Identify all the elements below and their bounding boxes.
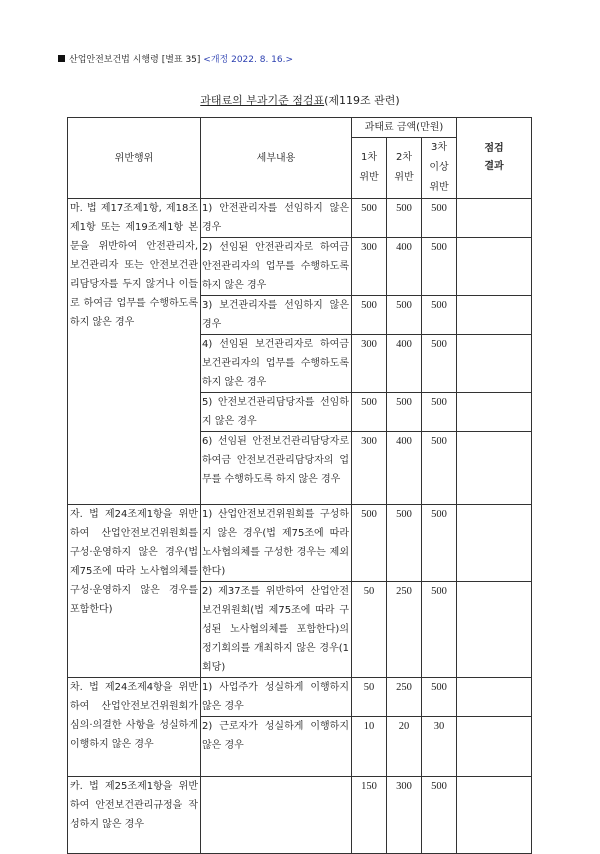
table-row bbox=[68, 199, 532, 238]
check-result-cell[interactable] bbox=[457, 582, 532, 678]
detail-cell: 2) 근로자가 성실하게 이행하지 않은 경우 bbox=[201, 717, 352, 777]
fine-second: 250 bbox=[387, 678, 422, 717]
fine-third: 500 bbox=[422, 432, 457, 505]
document-header bbox=[58, 52, 293, 65]
fine-second: 400 bbox=[387, 335, 422, 393]
fine-second: 500 bbox=[387, 296, 422, 335]
fine-third: 500 bbox=[422, 296, 457, 335]
fine-first: 10 bbox=[352, 717, 387, 777]
fine-first: 150 bbox=[352, 777, 387, 854]
header-first: 1차 위반 bbox=[352, 138, 387, 199]
violation-ma: 마. 법 제17조제1항, 제18조제1항 또는 제19조제1항 본문을 위반하여 안전관리자, 보건관리자 또는 안전보건관리담당자를 두지 않거나 이들로 하여금 업무를 수행하도록 하지 않은 경우 bbox=[68, 199, 201, 505]
title-main: 과태료의 부과기준 점검표 bbox=[200, 94, 325, 107]
check-result-cell[interactable] bbox=[457, 505, 532, 582]
fine-second: 20 bbox=[387, 717, 422, 777]
fine-second: 400 bbox=[387, 238, 422, 296]
check-result-cell[interactable] bbox=[457, 335, 532, 393]
fine-first: 300 bbox=[352, 238, 387, 296]
header-second: 2차 위반 bbox=[387, 138, 422, 199]
detail-cell: 6) 선임된 안전보건관리담당자로 하여금 안전보건관리담당자의 업무를 수행하도록 하지 않은 경우 bbox=[201, 432, 352, 505]
violation-ja: 자. 법 제24조제1항을 위반하여 산업안전보건위원회를 구성·운영하지 않은 경우(법 제75조에 따라 노사협의체를 구성·운영하지 않은 경우를 포함한다) bbox=[68, 505, 201, 678]
fine-second: 400 bbox=[387, 432, 422, 505]
header-third: 3차 이상 위반 bbox=[422, 138, 457, 199]
check-result-cell[interactable] bbox=[457, 296, 532, 335]
detail-cell: 1) 사업주가 성실하게 이행하지 않은 경우 bbox=[201, 678, 352, 717]
fine-second: 500 bbox=[387, 505, 422, 582]
check-result-cell[interactable] bbox=[457, 238, 532, 296]
check-result-cell[interactable] bbox=[457, 199, 532, 238]
table-row bbox=[68, 777, 532, 854]
header-violation: 위반행위 bbox=[68, 118, 201, 199]
fine-first: 50 bbox=[352, 678, 387, 717]
fine-second: 500 bbox=[387, 393, 422, 432]
fine-third: 30 bbox=[422, 717, 457, 777]
header-detail: 세부내용 bbox=[201, 118, 352, 199]
fine-standards-table bbox=[67, 117, 532, 854]
header-check-result: 점검 결과 bbox=[457, 118, 532, 199]
detail-cell: 2) 제37조를 위반하여 산업안전보건위원회(법 제75조에 따라 구성된 노사협의체를 포함한다)의 정기회의를 개최하지 않은 경우(1회당) bbox=[201, 582, 352, 678]
title-suffix: (제119조 관련) bbox=[324, 94, 400, 107]
detail-cell: 5) 안전보건관리담당자를 선임하지 않은 경우 bbox=[201, 393, 352, 432]
amendment-date: <개정 2022. 8. 16.> bbox=[203, 55, 294, 65]
detail-cell: 2) 선임된 안전관리자로 하여금 안전관리자의 업무를 수행하도록 하지 않은 경우 bbox=[201, 238, 352, 296]
fine-second: 300 bbox=[387, 777, 422, 854]
violation-ka: 카. 법 제25조제1항을 위반하여 안전보건관리규정을 작성하지 않은 경우 bbox=[68, 777, 201, 854]
fine-first: 300 bbox=[352, 432, 387, 505]
fine-second: 250 bbox=[387, 582, 422, 678]
fine-third: 500 bbox=[422, 678, 457, 717]
fine-third: 500 bbox=[422, 582, 457, 678]
check-result-cell[interactable] bbox=[457, 393, 532, 432]
table-row bbox=[68, 678, 532, 717]
page-title bbox=[0, 92, 600, 108]
law-name: 산업안전보건법 시행령 bbox=[69, 55, 159, 65]
fine-first: 500 bbox=[352, 296, 387, 335]
fine-first: 300 bbox=[352, 335, 387, 393]
detail-cell: 1) 산업안전보건위원회를 구성하지 않은 경우(법 제75조에 따라 노사협의체를 구성한 경우는 제외한다) bbox=[201, 505, 352, 582]
square-bullet-icon bbox=[58, 55, 65, 62]
fine-third: 500 bbox=[422, 199, 457, 238]
detail-cell: 1) 안전관리자를 선임하지 않은 경우 bbox=[201, 199, 352, 238]
check-result-cell[interactable] bbox=[457, 777, 532, 854]
detail-cell bbox=[201, 777, 352, 854]
check-result-cell[interactable] bbox=[457, 432, 532, 505]
fine-second: 500 bbox=[387, 199, 422, 238]
table-reference: [별표 35] bbox=[161, 55, 201, 65]
check-result-cell[interactable] bbox=[457, 678, 532, 717]
detail-cell: 4) 선임된 보건관리자로 하여금 보건관리자의 업무를 수행하도록 하지 않은 경우 bbox=[201, 335, 352, 393]
fine-third: 500 bbox=[422, 777, 457, 854]
fine-first: 500 bbox=[352, 393, 387, 432]
fine-third: 500 bbox=[422, 393, 457, 432]
header-fine-amount: 과태료 금액(만원) bbox=[352, 118, 457, 138]
fine-first: 500 bbox=[352, 199, 387, 238]
fine-first: 50 bbox=[352, 582, 387, 678]
fine-third: 500 bbox=[422, 335, 457, 393]
fine-third: 500 bbox=[422, 505, 457, 582]
detail-cell: 3) 보건관리자를 선임하지 않은 경우 bbox=[201, 296, 352, 335]
fine-first: 500 bbox=[352, 505, 387, 582]
fine-third: 500 bbox=[422, 238, 457, 296]
table-row bbox=[68, 505, 532, 582]
check-result-cell[interactable] bbox=[457, 717, 532, 777]
violation-cha: 차. 법 제24조제4항을 위반하여 산업안전보건위원회가 심의·의결한 사항을 성실하게 이행하지 않은 경우 bbox=[68, 678, 201, 777]
